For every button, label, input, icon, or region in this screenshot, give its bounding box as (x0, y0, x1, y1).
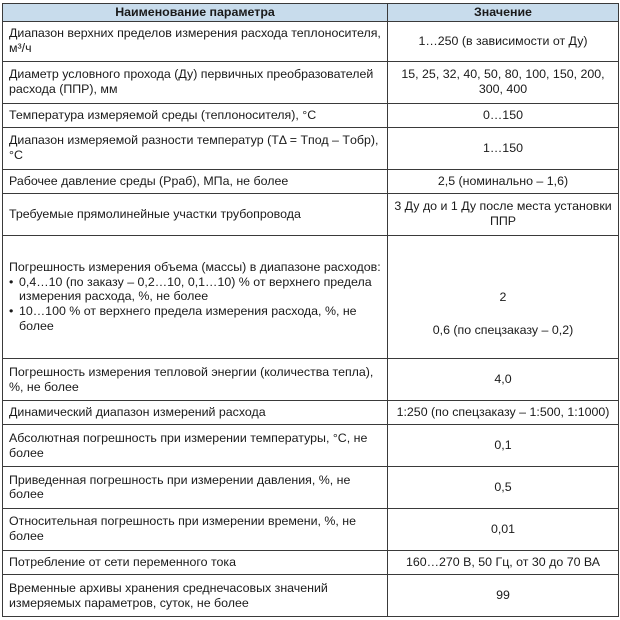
header-value: Значение (388, 4, 619, 22)
param-name: Диаметр условного прохода (Ду) первичных преобразователей расхода (ППР), мм (3, 61, 388, 103)
bullet-item: • 0,4…10 (по заказу – 0,2…10, 0,1…10) % от верхнего предела измерения расхода, %, не более (9, 275, 381, 305)
param-name: Диапазон измеряемой разности температур (TΔ = Tпод – Tобр), °С (3, 127, 388, 169)
param-name: Погрешность измерения объема (массы) в диапазоне расходов: (9, 259, 381, 274)
param-name: Требуемые прямолинейные участки трубопровода (3, 193, 388, 235)
table-row (3, 103, 619, 127)
table-row (3, 169, 619, 193)
param-name: Временные архивы хранения среднечасовых значений измеряемых параметров, суток, не более (3, 575, 388, 617)
param-name-with-bullets (3, 235, 388, 358)
param-value: 0…150 (388, 103, 619, 127)
param-name: Температура измеряемой среды (теплоносителя), °С (3, 103, 388, 127)
table-row (3, 550, 619, 574)
table-row (3, 22, 619, 62)
param-name: Погрешность измерения тепловой энергии (количества тепла), %, не более (3, 359, 388, 401)
param-value: 1…250 (в зависимости от Ду) (388, 22, 619, 62)
table-row (3, 425, 619, 467)
bullet-item: • 10…100 % от верхнего предела измерения расхода, %, не более (9, 304, 381, 334)
param-name: Диапазон верхних пределов измерения расхода теплоносителя, м³/ч (3, 22, 388, 62)
table-header-row (3, 4, 619, 22)
param-name: Динамический диапазон измерений расхода (3, 400, 388, 424)
param-value: 2,5 (номинально – 1,6) (388, 169, 619, 193)
param-value: 0,6 (по спецзаказу – 0,2) (432, 322, 574, 337)
table-row (3, 508, 619, 550)
table-row (3, 61, 619, 103)
table-row (3, 193, 619, 235)
param-name: Относительная погрешность при измерении времени, %, не более (3, 508, 388, 550)
param-value: 3 Ду до и 1 Ду после места установки ППР (388, 193, 619, 235)
table-row (3, 467, 619, 509)
param-value: 4,0 (388, 359, 619, 401)
table-row (3, 127, 619, 169)
param-name: Потребление от сети переменного тока (3, 550, 388, 574)
param-name: Приведенная погрешность при измерении давления, %, не более (3, 467, 388, 509)
param-value: 0,1 (388, 425, 619, 467)
param-value: 0,01 (388, 508, 619, 550)
param-name: Абсолютная погрешность при измерении температуры, °С, не более (3, 425, 388, 467)
header-parameter-name: Наименование параметра (3, 4, 388, 22)
bullet-list (9, 275, 381, 335)
table-row (3, 359, 619, 401)
table-row (3, 400, 619, 424)
param-value: 15, 25, 32, 40, 50, 80, 100, 150, 200, 300, 400 (388, 61, 619, 103)
param-value: 1:250 (по спецзаказу – 1:500, 1:1000) (388, 400, 619, 424)
table-row (3, 575, 619, 617)
param-value-pair (388, 235, 619, 358)
param-value: 2 (499, 290, 507, 305)
table-row (3, 235, 619, 358)
parameters-table (2, 3, 619, 617)
param-value: 99 (388, 575, 619, 617)
param-name: Рабочее давление среды (Рраб), МПа, не более (3, 169, 388, 193)
param-value: 0,5 (388, 467, 619, 509)
param-value: 1…150 (388, 127, 619, 169)
param-value: 160…270 В, 50 Гц, от 30 до 70 ВА (388, 550, 619, 574)
